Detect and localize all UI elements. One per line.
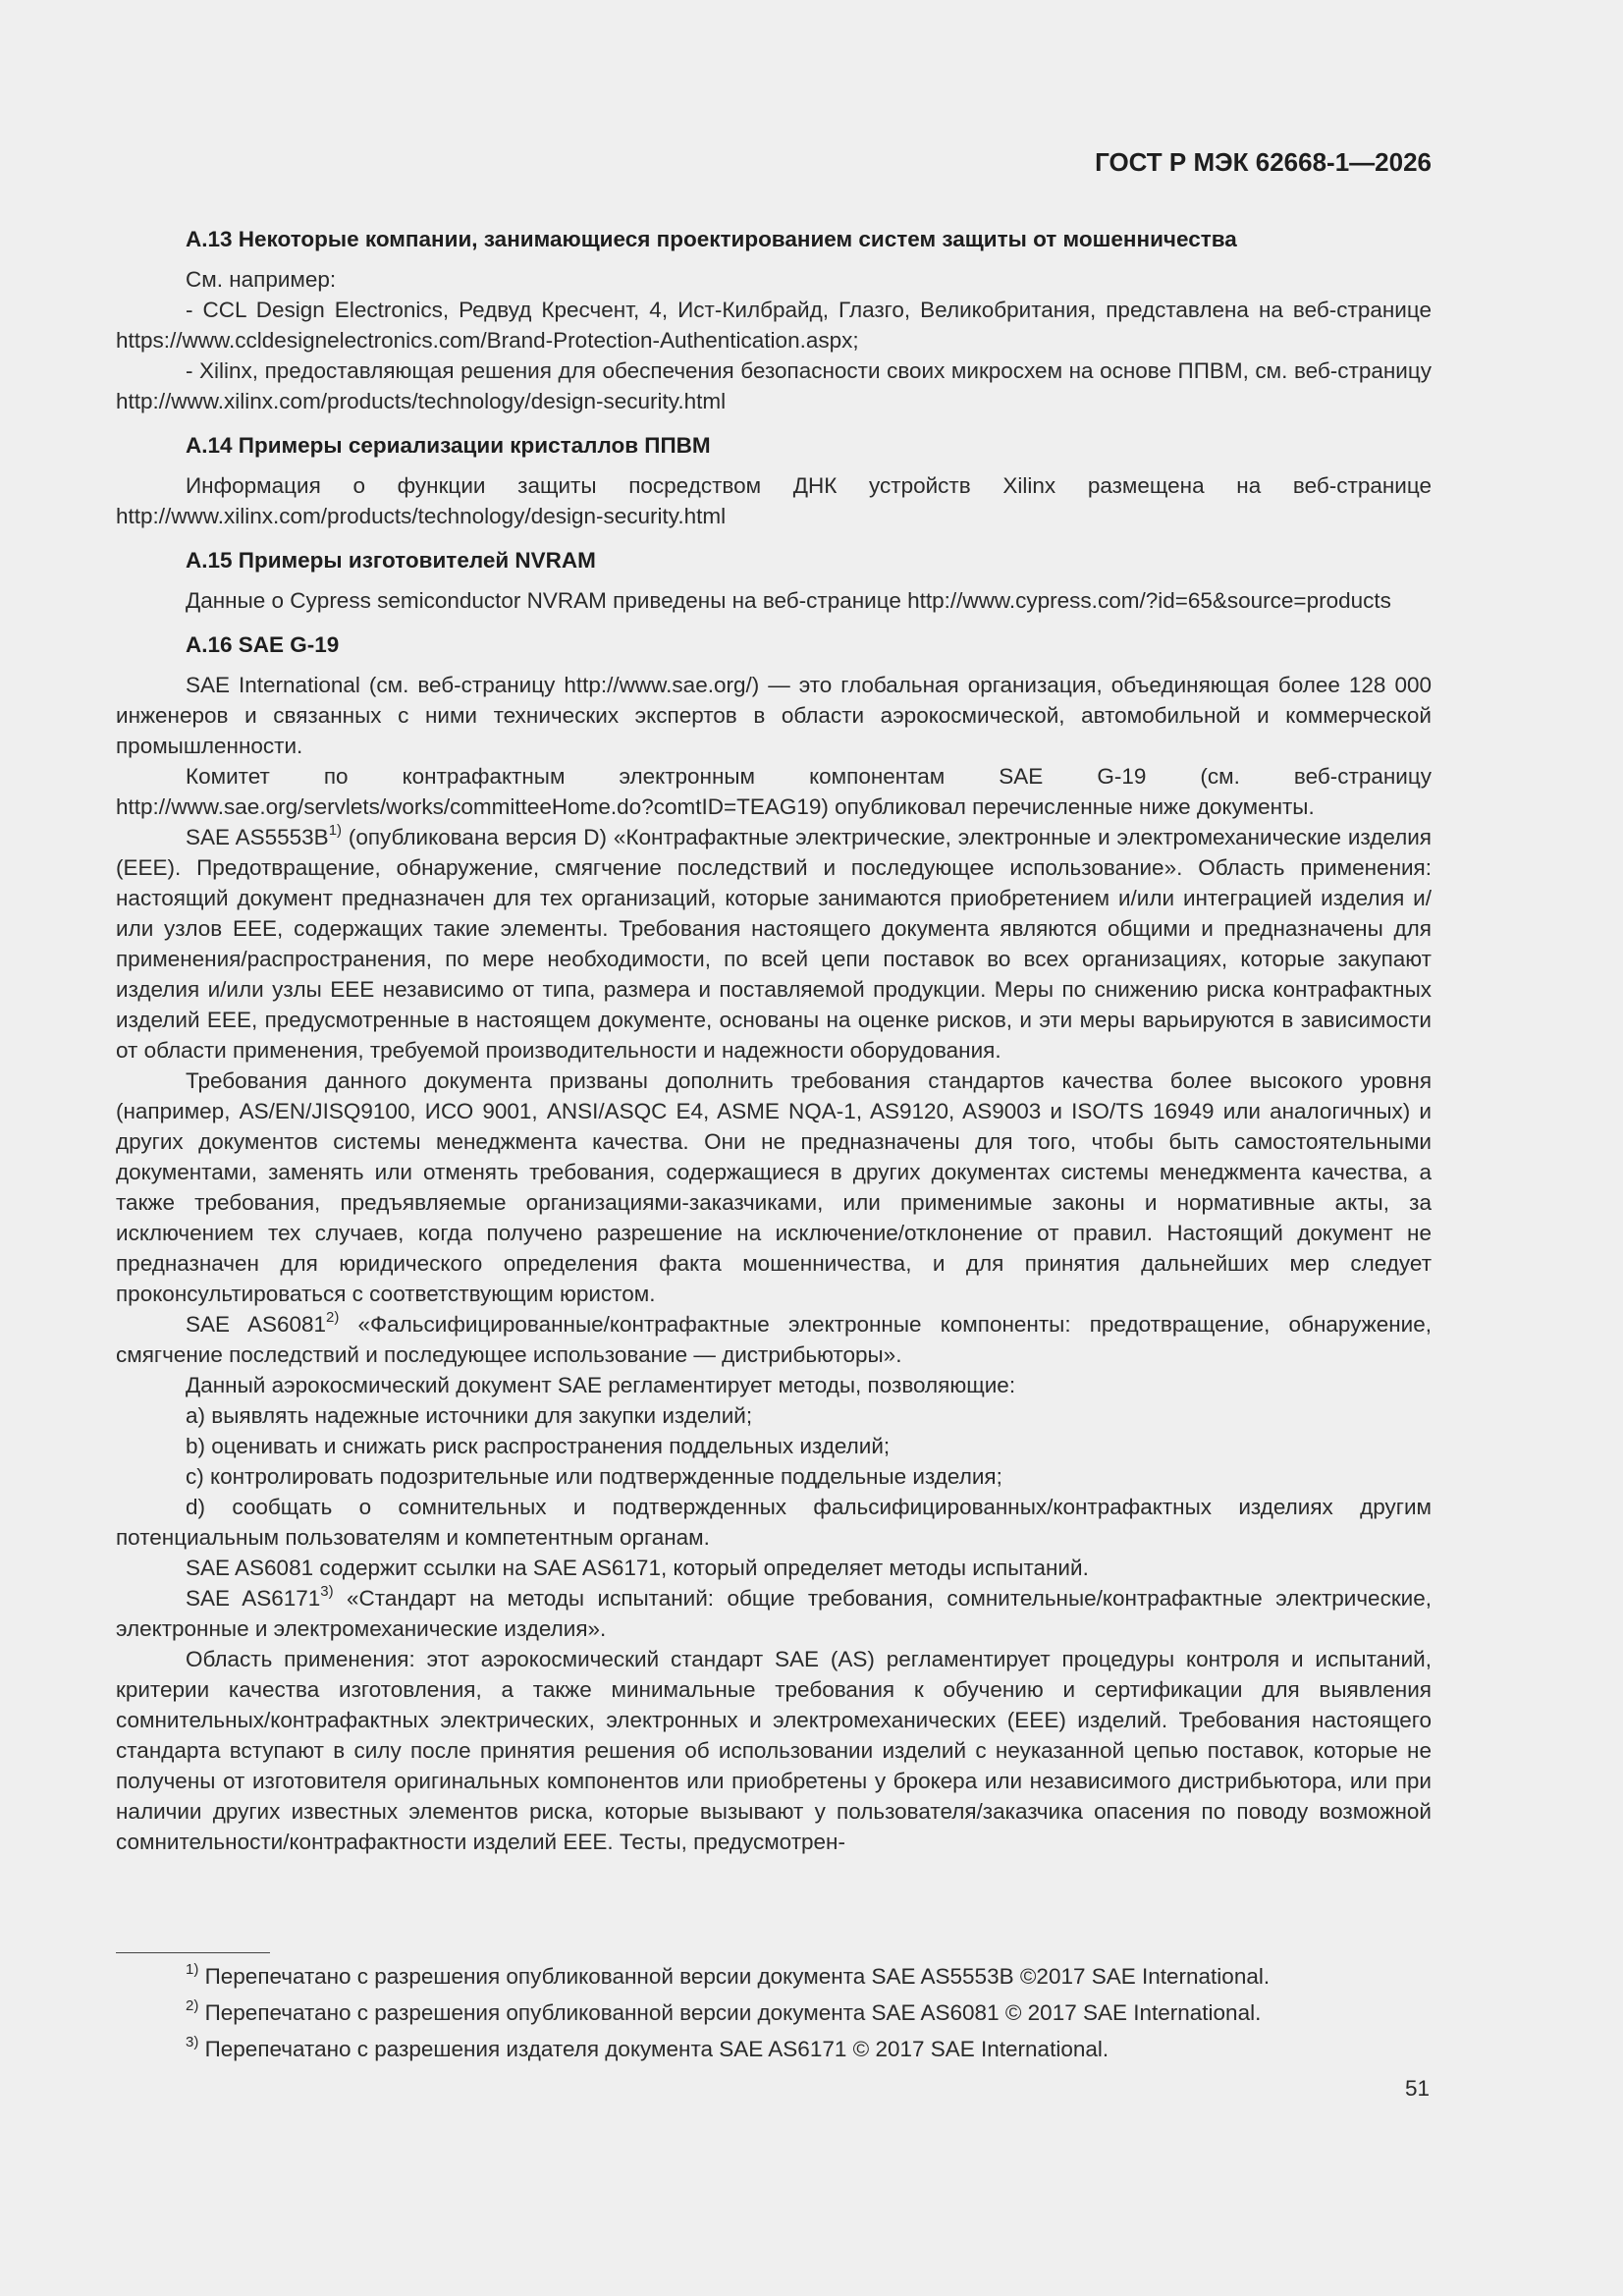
section-title-a15: A.15 Примеры изготовителей NVRAM: [186, 548, 596, 573]
footnote-text: Перепечатано с разрешения издателя документа SAE AS6171 © 2017 SAE International.: [204, 2037, 1109, 2061]
list-item: c) контролировать подозрительные или подтвержденные поддельные изделия;: [186, 1464, 1002, 1489]
paragraph: Область применения: этот аэрокосмический стандарт SAE (AS) регламентирует процедуры контроля и испытаний, критерии качества изготовления, а также минимальные требования к обучению и сертификации для выявления сомнительных/контрафактных электрических, электронных и электромеханических (EEE) изделий. Требования настоящего стандарта вступают в силу после принятия решения об использовании изделий с неуказанной цепью поставок, которые не получены от изготовителя оригинальных компонентов или приобретены у брокера или независимого дистрибьютора, или при наличии других известных элементов риска, которые вызывают у пользователя/заказчика опасения по поводу возможной сомнительности/контрафактности изделий EEE. Тесты, предусмотрен-: [116, 1647, 1432, 1854]
paragraph: Комитет по контрафактным электронным компонентам SAE G-19 (см. веб-страницу http://www.sae.org/servlets/works/committeeHome.do?comtID=TEAG19) опубликовал перечисленные ниже документы.: [116, 764, 1432, 819]
footnote: [186, 1958, 1433, 1995]
footnote-marker: 3): [320, 1583, 334, 1600]
footnote-marker: 2): [326, 1309, 340, 1326]
footnote: [186, 1995, 1433, 2031]
doc-ref: SAE AS6171: [186, 1586, 321, 1611]
paragraph-text: (опубликована версия D) «Контрафактные электрические, электронные и электромеханические изделия (EEE). Предотвращение, обнаружение, смягчение последствий и последующее использование». Область применения: настоящий документ предназначен для тех организаций, которые занимаются приобретением и/или интеграцией изделия и/или узлов EEE, содержащих такие элементы. Требования настоящего документа являются общими и предназначены для применения/распространения, по мере необходимости, по всей цепи поставок во всех организациях, которые закупают изделия и/или узлы EEE независимо от типа, размера и поставляемой продукции. Меры по снижению риска контрафактных изделий EEE, предусмотренные в настоящем документе, основаны на оценке рисков, и эти меры варьируются в зависимости от области применения, требуемой производительности и надежности оборудования.: [116, 825, 1432, 1063]
footnote-marker: 1): [186, 1961, 199, 1978]
footnote-text: Перепечатано с разрешения опубликованной версии документа SAE AS5553B ©2017 SAE International.: [204, 1964, 1271, 1989]
list-item: a) выявлять надежные источники для закупки изделий;: [186, 1403, 753, 1428]
paragraph-with-footnote: [116, 1309, 1432, 1370]
paragraph: См. например:: [186, 267, 337, 292]
paragraph-with-footnote: [116, 822, 1432, 1066]
paragraph: - CCL Design Electronics, Редвуд Кресчент, 4, Ист-Килбрайд, Глазго, Великобритания, представлена на веб-странице https://www.ccldesignelectronics.com/Brand-Protection-Authentication.aspx;: [116, 298, 1432, 353]
paragraph: Информация о функции защиты посредством ДНК устройств Xilinx размещена на веб-странице http://www.xilinx.com/products/technology/design-security.html: [116, 473, 1432, 528]
footnote-divider: [116, 1952, 270, 1953]
paragraph-text: «Фальсифицированные/контрафактные электронные компоненты: предотвращение, обнаружение, смягчение последствий и последующее использование — дистрибьюторы».: [116, 1312, 1432, 1367]
document-id-header: ГОСТ Р МЭК 62668-1—2026: [1095, 147, 1432, 177]
page-number: 51: [1404, 2076, 1430, 2101]
paragraph-text: «Стандарт на методы испытаний: общие требования, сомнительные/контрафактные электрические, электронные и электромеханические изделия».: [116, 1586, 1432, 1641]
footnote: [186, 2031, 1433, 2067]
section-title-a13: A.13 Некоторые компании, занимающиеся проектированием систем защиты от мошенничества: [186, 227, 1237, 251]
doc-ref: SAE AS5553B: [186, 825, 329, 849]
list-item: b) оценивать и снижать риск распространения поддельных изделий;: [186, 1434, 891, 1458]
footnote-marker: 2): [186, 1997, 199, 2014]
footnote-text: Перепечатано с разрешения опубликованной версии документа SAE AS6081 © 2017 SAE International.: [204, 2000, 1262, 2025]
paragraph-with-footnote: [116, 1583, 1432, 1644]
document-body: [116, 224, 1432, 1857]
list-item: d) сообщать о сомнительных и подтвержденных фальсифицированных/контрафактных изделиях другим потенциальным пользователям и компетентным органам.: [116, 1495, 1432, 1550]
footnote-marker: 3): [186, 2034, 199, 2050]
paragraph: SAE International (см. веб-страницу http://www.sae.org/) — это глобальная организация, объединяющая более 128 000 инженеров и связанных с ними технических экспертов в области аэрокосмической, автомобильной и коммерческой промышленности.: [116, 673, 1432, 758]
paragraph: SAE AS6081 содержит ссылки на SAE AS6171, который определяет методы испытаний.: [186, 1556, 1089, 1580]
section-title-a14: A.14 Примеры сериализации кристаллов ППВМ: [186, 433, 711, 458]
doc-ref: SAE AS6081: [186, 1312, 327, 1337]
paragraph: Данный аэрокосмический документ SAE регламентирует методы, позволяющие:: [186, 1373, 1016, 1397]
paragraph: - Xilinx, предоставляющая решения для обеспечения безопасности своих микросхем на основе ППВМ, см. веб-страницу http://www.xilinx.com/products/technology/design-security.html: [116, 358, 1432, 413]
section-title-a16: A.16 SAE G-19: [186, 632, 340, 657]
footnotes: [186, 1958, 1433, 2067]
paragraph: Требования данного документа призваны дополнить требования стандартов качества более высокого уровня (например, AS/EN/JISQ9100, ИСО 9001, ANSI/ASQC E4, ASME NQA-1, AS9120, AS9003 и ISO/TS 16949 или аналогичных) и других документов системы менеджмента качества. Они не предназначены для того, чтобы быть самостоятельными документами, заменять или отменять требования, содержащиеся в других документах системы менеджмента качества, а также требования, предъявляемые организациями-заказчиками, или применимые законы и нормативные акты, за исключением тех случаев, когда получено разрешение на исключение/отклонение от правил. Настоящий документ не предназначен для юридического определения факта мошенничества, и для принятия дальнейших мер следует проконсультироваться с соответствующим юристом.: [116, 1068, 1432, 1306]
paragraph: Данные о Cypress semiconductor NVRAM приведены на веб-странице http://www.cypress.com/?id=65&source=products: [186, 588, 1391, 613]
footnote-marker: 1): [328, 822, 343, 839]
